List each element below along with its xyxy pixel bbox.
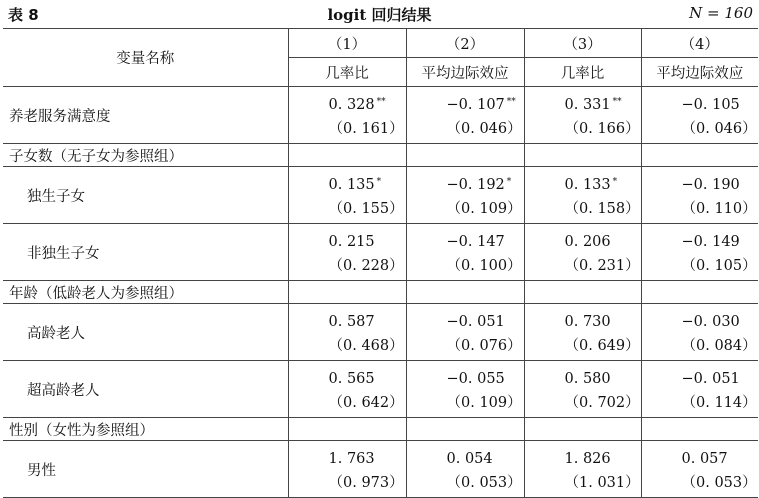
standard-error: （0. 053） <box>446 474 522 491</box>
category-row <box>3 418 758 441</box>
table-caption <box>0 0 759 26</box>
coefficient: 1. 763 <box>328 450 375 467</box>
value-cell <box>288 224 406 281</box>
value-cell <box>641 361 758 418</box>
coefficient-line <box>329 444 406 471</box>
value-cell <box>641 224 758 281</box>
coefficient-line <box>682 227 759 254</box>
significance-stars: * <box>376 176 382 187</box>
empty-cell <box>288 281 406 304</box>
value-cell <box>406 87 524 144</box>
coefficient-line <box>565 307 641 334</box>
coefficient: 1. 826 <box>564 450 611 467</box>
header-model-2: （2） <box>406 29 524 58</box>
coefficient: −0. 105 <box>681 96 740 113</box>
variable-label: 养老服务满意度 <box>3 87 288 144</box>
standard-error: （0. 114） <box>681 394 757 411</box>
coefficient: −0. 107 <box>446 96 505 113</box>
standard-error: （0. 046） <box>446 120 522 137</box>
coefficient-line <box>447 307 524 334</box>
significance-stars: ** <box>612 96 622 107</box>
table-row <box>3 441 758 498</box>
standard-error: （0. 642） <box>328 394 404 411</box>
coefficient-line <box>447 90 524 117</box>
coefficient-line <box>329 170 406 197</box>
standard-error: （0. 161） <box>328 120 404 137</box>
standard-error: （0. 231） <box>564 257 640 274</box>
standard-error: （0. 076） <box>446 337 522 354</box>
category-row <box>3 281 758 304</box>
coefficient: 0. 565 <box>328 370 375 387</box>
value-cell <box>524 224 641 281</box>
table-row <box>3 304 758 361</box>
category-row <box>3 144 758 167</box>
standard-error: （0. 649） <box>564 337 640 354</box>
value-cell <box>641 441 758 498</box>
value-cell <box>288 304 406 361</box>
coefficient-line <box>682 364 759 391</box>
standard-error: （0. 155） <box>328 200 404 217</box>
value-cell <box>288 167 406 224</box>
empty-cell <box>524 281 641 304</box>
coefficient: −0. 192 <box>446 176 505 193</box>
category-label: 子女数（无子女为参照组） <box>3 144 288 167</box>
coefficient: 0. 331 <box>564 96 611 113</box>
header-type-4: 平均边际效应 <box>641 58 758 87</box>
standard-error: （0. 228） <box>328 257 404 274</box>
standard-error: （1. 031） <box>564 474 640 491</box>
table-row <box>3 224 758 281</box>
variable-label: 男性 <box>3 441 288 498</box>
empty-cell <box>641 418 758 441</box>
empty-cell <box>288 418 406 441</box>
empty-cell <box>641 144 758 167</box>
coefficient-line <box>447 444 524 471</box>
table-row <box>3 87 758 144</box>
table-row <box>3 361 758 418</box>
coefficient-line <box>565 90 641 117</box>
value-cell <box>406 441 524 498</box>
coefficient-line <box>329 227 406 254</box>
standard-error: （0. 110） <box>681 200 757 217</box>
header-row-model-numbers <box>3 29 758 58</box>
standard-error: （0. 109） <box>446 394 522 411</box>
header-variable-name: 变量名称 <box>3 29 288 87</box>
standard-error: （0. 046） <box>681 120 757 137</box>
value-cell <box>406 167 524 224</box>
empty-cell <box>406 281 524 304</box>
coefficient-line <box>447 364 524 391</box>
coefficient-line <box>682 444 759 471</box>
coefficient-line <box>329 364 406 391</box>
coefficient-line <box>565 444 641 471</box>
table-row <box>3 167 758 224</box>
header-type-2: 平均边际效应 <box>406 58 524 87</box>
value-cell <box>524 441 641 498</box>
value-cell <box>524 167 641 224</box>
coefficient: 0. 587 <box>328 313 375 330</box>
coefficient: 0. 133 <box>564 176 611 193</box>
coefficient: 0. 730 <box>564 313 611 330</box>
variable-label: 非独生子女 <box>3 224 288 281</box>
value-cell <box>524 361 641 418</box>
standard-error: （0. 158） <box>564 200 640 217</box>
header-model-4: （4） <box>641 29 758 58</box>
value-cell <box>288 87 406 144</box>
standard-error: （0. 100） <box>446 257 522 274</box>
significance-stars: * <box>506 176 512 187</box>
value-cell <box>406 361 524 418</box>
coefficient-line <box>565 170 641 197</box>
coefficient-line <box>447 170 524 197</box>
coefficient: 0. 054 <box>446 450 493 467</box>
coefficient-line <box>682 90 759 117</box>
table-title: logit 回归结果 <box>327 6 432 24</box>
coefficient: −0. 147 <box>446 233 505 250</box>
coefficient: 0. 215 <box>328 233 375 250</box>
empty-cell <box>406 418 524 441</box>
empty-cell <box>524 144 641 167</box>
value-cell <box>406 304 524 361</box>
standard-error: （0. 702） <box>564 394 640 411</box>
coefficient-line <box>565 364 641 391</box>
standard-error: （0. 973） <box>328 474 404 491</box>
empty-cell <box>288 144 406 167</box>
empty-cell <box>406 144 524 167</box>
value-cell <box>406 224 524 281</box>
coefficient: −0. 190 <box>681 176 740 193</box>
standard-error: （0. 105） <box>681 257 757 274</box>
coefficient: 0. 328 <box>328 96 375 113</box>
coefficient: 0. 580 <box>564 370 611 387</box>
value-cell <box>641 87 758 144</box>
value-cell <box>641 304 758 361</box>
category-label: 年龄（低龄老人为参照组） <box>3 281 288 304</box>
coefficient: −0. 051 <box>681 370 740 387</box>
significance-stars: ** <box>506 96 516 107</box>
standard-error: （0. 053） <box>681 474 757 491</box>
significance-stars: ** <box>376 96 386 107</box>
standard-error: （0. 109） <box>446 200 522 217</box>
coefficient: −0. 030 <box>681 313 740 330</box>
coefficient-line <box>682 307 759 334</box>
sample-size: N = 160 <box>689 4 753 22</box>
standard-error: （0. 166） <box>564 120 640 137</box>
coefficient: −0. 149 <box>681 233 740 250</box>
coefficient: −0. 051 <box>446 313 505 330</box>
value-cell <box>288 361 406 418</box>
coefficient: 0. 206 <box>564 233 611 250</box>
coefficient-line <box>565 227 641 254</box>
coefficient: 0. 135 <box>328 176 375 193</box>
header-type-1: 几率比 <box>288 58 406 87</box>
variable-label: 超高龄老人 <box>3 361 288 418</box>
variable-label: 独生子女 <box>3 167 288 224</box>
coefficient-line <box>329 307 406 334</box>
value-cell <box>524 87 641 144</box>
header-model-1: （1） <box>288 29 406 58</box>
coefficient-line <box>682 170 759 197</box>
standard-error: （0. 468） <box>328 337 404 354</box>
category-label: 性别（女性为参照组） <box>3 418 288 441</box>
regression-table <box>3 28 758 498</box>
variable-label: 高龄老人 <box>3 304 288 361</box>
coefficient-line <box>447 227 524 254</box>
empty-cell <box>641 281 758 304</box>
value-cell <box>641 167 758 224</box>
coefficient: 0. 057 <box>681 450 728 467</box>
value-cell <box>288 441 406 498</box>
header-model-3: （3） <box>524 29 641 58</box>
coefficient-line <box>329 90 406 117</box>
value-cell <box>524 304 641 361</box>
significance-stars: * <box>612 176 618 187</box>
empty-cell <box>524 418 641 441</box>
coefficient: −0. 055 <box>446 370 505 387</box>
header-type-3: 几率比 <box>524 58 641 87</box>
standard-error: （0. 084） <box>681 337 757 354</box>
table-number: 表 8 <box>8 6 39 24</box>
